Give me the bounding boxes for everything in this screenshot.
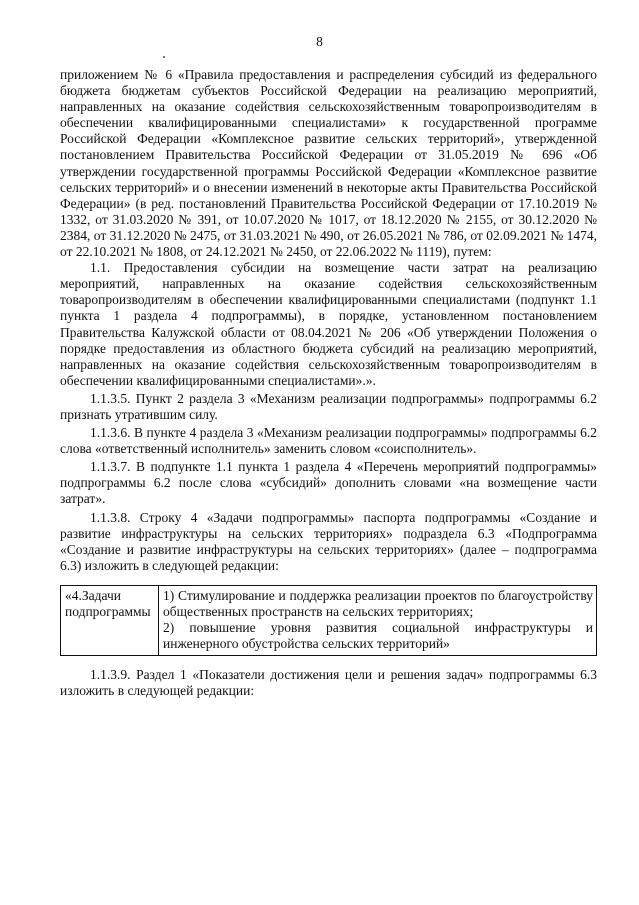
- paragraph-1-1-3-5: 1.1.3.5. Пункт 2 раздела 3 «Механизм реализации подпрограммы» подпрограммы 6.2 признать утратившим силу.: [60, 390, 597, 422]
- tasks-table: [60, 585, 597, 656]
- table-value-cell: [159, 585, 597, 655]
- document-body: [60, 67, 597, 699]
- page-number: 8: [316, 34, 323, 49]
- paragraph-1-1: 1.1. Предоставления субсидии на возмещение части затрат на реализацию мероприятий, направленных на оказание содействия сельскохозяйственным товаропроизводителям в обеспечении квалифицированными специалистами (подпункт 1.1 пункта 1 раздела 4 подпрограммы), в порядке, установленном постановлением Правительства Калужской области от 08.04.2021 № 206 «Об утверждении Положения о порядке предоставления из областного бюджета субсидий на реализацию мероприятий, направленных на оказание содействия сельскохозяйственным товаропроизводителям в обеспечении квалифицированными специалистами».».: [60, 260, 597, 388]
- paragraph-1-1-3-8: 1.1.3.8. Строку 4 «Задачи подпрограммы» паспорта подпрограммы «Создание и развитие инфраструктуры на сельских территориях» подраздела 6.3 «Подпрограмма «Создание и развитие инфраструктуры на сельских территориях» (далее – подпрограмма 6.3) изложить в следующей редакции:: [60, 509, 597, 573]
- paragraph-1-1-3-6: 1.1.3.6. В пункте 4 раздела 3 «Механизм реализации подпрограммы» подпрограммы 6.2 слова «ответственный исполнитель» заменить словом «соисполнитель».: [60, 425, 597, 457]
- table-label-cell: «4.Задачи подпрограммы: [61, 585, 159, 655]
- paragraph-intro: приложением № 6 «Правила предоставления и распределения субсидий из федерального бюджета бюджетам субъектов Российской Федерации на реализацию мероприятий, направленных на оказание содействия сельскохозяйственным товаропроизводителям в обеспечении квалифицированными специалистами» к государственной программе Российской Федерации «Комплексное развитие сельских территорий», утвержденной постановлением Правительства Российской Федерации от 31.05.2019 № 696 «Об утверждении государственной программы Российской Федерации «Комплексное развитие сельских территорий» и о внесении изменений в некоторые акты Правительства Российской Федерации» (в ред. постановлений Правительства Российской Федерации от 17.10.2019 № 1332, от 31.03.2020 № 391, от 10.07.2020 № 1017, от 18.12.2020 № 2155, от 30.12.2020 № 2384, от 31.12.2020 № 2475, от 31.03.2021 № 490, от 26.05.2021 № 786, от 02.09.2021 № 1474, от 22.10.2021 № 1808, от 24.12.2021 № 2450, от 22.06.2022 № 1119), путем:: [60, 67, 597, 260]
- table-item-2: 2) повышение уровня развития социальной инфраструктуры и инженерного обустройства сельских территорий»: [163, 620, 593, 652]
- scan-speck: [163, 56, 165, 58]
- paragraph-1-1-3-9: 1.1.3.9. Раздел 1 «Показатели достижения цели и решения задач» подпрограммы 6.3 изложить в следующей редакции:: [60, 667, 597, 699]
- paragraph-1-1-3-7: 1.1.3.7. В подпункте 1.1 пункта 1 раздела 4 «Перечень мероприятий подпрограммы» подпрограммы 6.2 после слова «субсидий» дополнить словами «на возмещение части затрат».: [60, 459, 597, 507]
- table-row: [61, 585, 597, 655]
- table-item-1: 1) Стимулирование и поддержка реализации проектов по благоустройству общественных пространств на сельских территориях;: [163, 587, 593, 619]
